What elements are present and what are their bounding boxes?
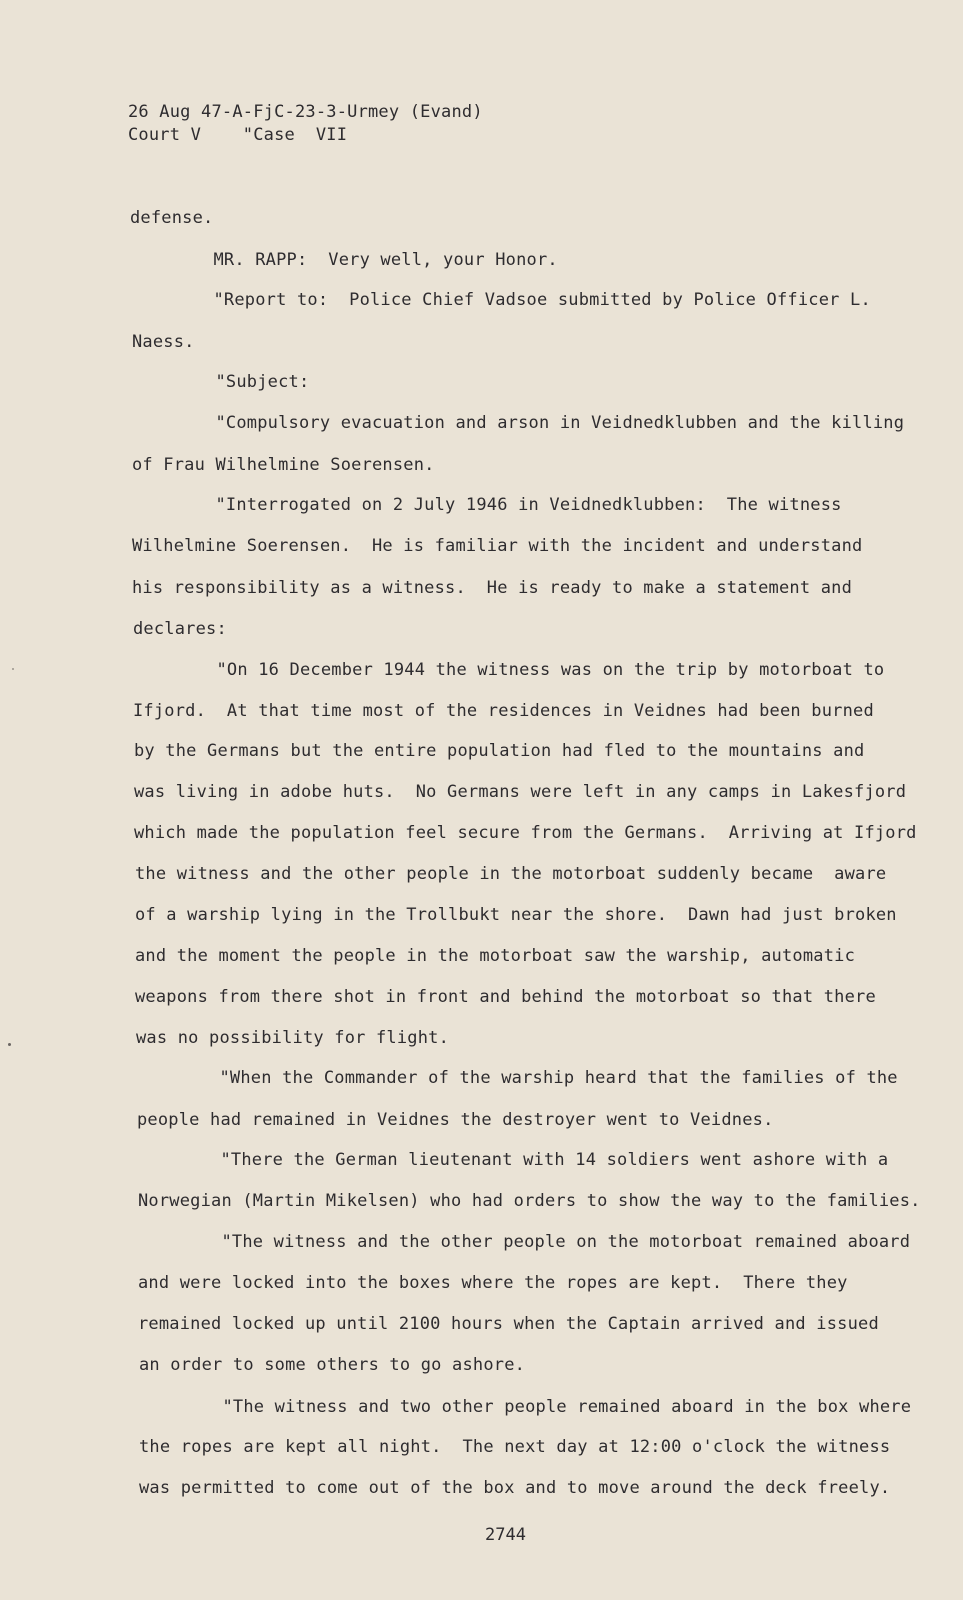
body-line: weapons from there shot in front and behind the motorboat so that there xyxy=(135,987,876,1007)
body-line: "Compulsory evacuation and arson in Veidnedklubben and the killing xyxy=(132,413,905,433)
body-line: Norwegian (Martin Mikelsen) who had orders to show the way to the families. xyxy=(138,1191,921,1211)
body-line: was living in adobe huts. No Germans were left in any camps in Lakesfjord xyxy=(134,782,907,802)
body-line: "Report to: Police Chief Vadsoe submitted by Police Officer L. xyxy=(130,290,871,310)
body-line: defense. xyxy=(130,208,214,228)
body-line: the ropes are kept all night. The next day at 12:00 o'clock the witness xyxy=(139,1437,891,1457)
body-line: was permitted to come out of the box and to move around the deck freely. xyxy=(139,1478,891,1498)
body-line: "There the German lieutenant with 14 soldiers went ashore with a xyxy=(137,1150,889,1170)
body-line: remained locked up until 2100 hours when the Captain arrived and issued xyxy=(138,1314,879,1334)
body-line: an order to some others to go ashore. xyxy=(139,1355,526,1375)
body-line: of Frau Wilhelmine Soerensen. xyxy=(132,455,435,475)
body-line: "Subject: xyxy=(132,372,310,392)
body-line: declares: xyxy=(133,619,227,639)
body-line: "Interrogated on 2 July 1946 in Veidnedklubben: The witness xyxy=(132,495,842,515)
body-line: "The witness and the other people on the motorboat remained aboard xyxy=(138,1232,911,1252)
body-line: by the Germans but the entire population had fled to the mountains and xyxy=(134,741,865,761)
body-line: his responsibility as a witness. He is ready to make a statement and xyxy=(132,578,853,598)
body-line: was no possibility for flight. xyxy=(136,1028,450,1048)
body-line: "When the Commander of the warship heard that the families of the xyxy=(136,1068,898,1088)
body-line: MR. RAPP: Very well, your Honor. xyxy=(130,250,558,270)
header-line-2: Court V "Case VII xyxy=(128,125,348,145)
paper-speck xyxy=(12,668,14,670)
body-line: "On 16 December 1944 the witness was on the trip by motorboat to xyxy=(133,660,885,680)
paper-speck xyxy=(8,1043,11,1046)
body-line: Wilhelmine Soerensen. He is familiar with the incident and understand xyxy=(132,536,863,556)
body-line: and were locked into the boxes where the ropes are kept. There they xyxy=(138,1273,848,1293)
header-line-1: 26 Aug 47-A-FjC-23-3-Urmey (Evand) xyxy=(128,102,483,122)
page-number: 2744 xyxy=(485,1525,526,1545)
body-line: and the moment the people in the motorboat saw the warship, automatic xyxy=(135,946,856,966)
body-line: the witness and the other people in the motorboat suddenly became aware xyxy=(135,864,887,884)
body-line: Naess. xyxy=(132,332,195,352)
body-line: Ifjord. At that time most of the residences in Veidnes had been burned xyxy=(133,701,874,721)
body-line: which made the population feel secure from the Germans. Arriving at Ifjord xyxy=(134,823,917,843)
body-line: people had remained in Veidnes the destroyer went to Veidnes. xyxy=(137,1110,774,1130)
body-line: "The witness and two other people remained aboard in the box where xyxy=(139,1397,912,1417)
body-line: of a warship lying in the Trollbukt near the shore. Dawn had just broken xyxy=(135,905,897,925)
